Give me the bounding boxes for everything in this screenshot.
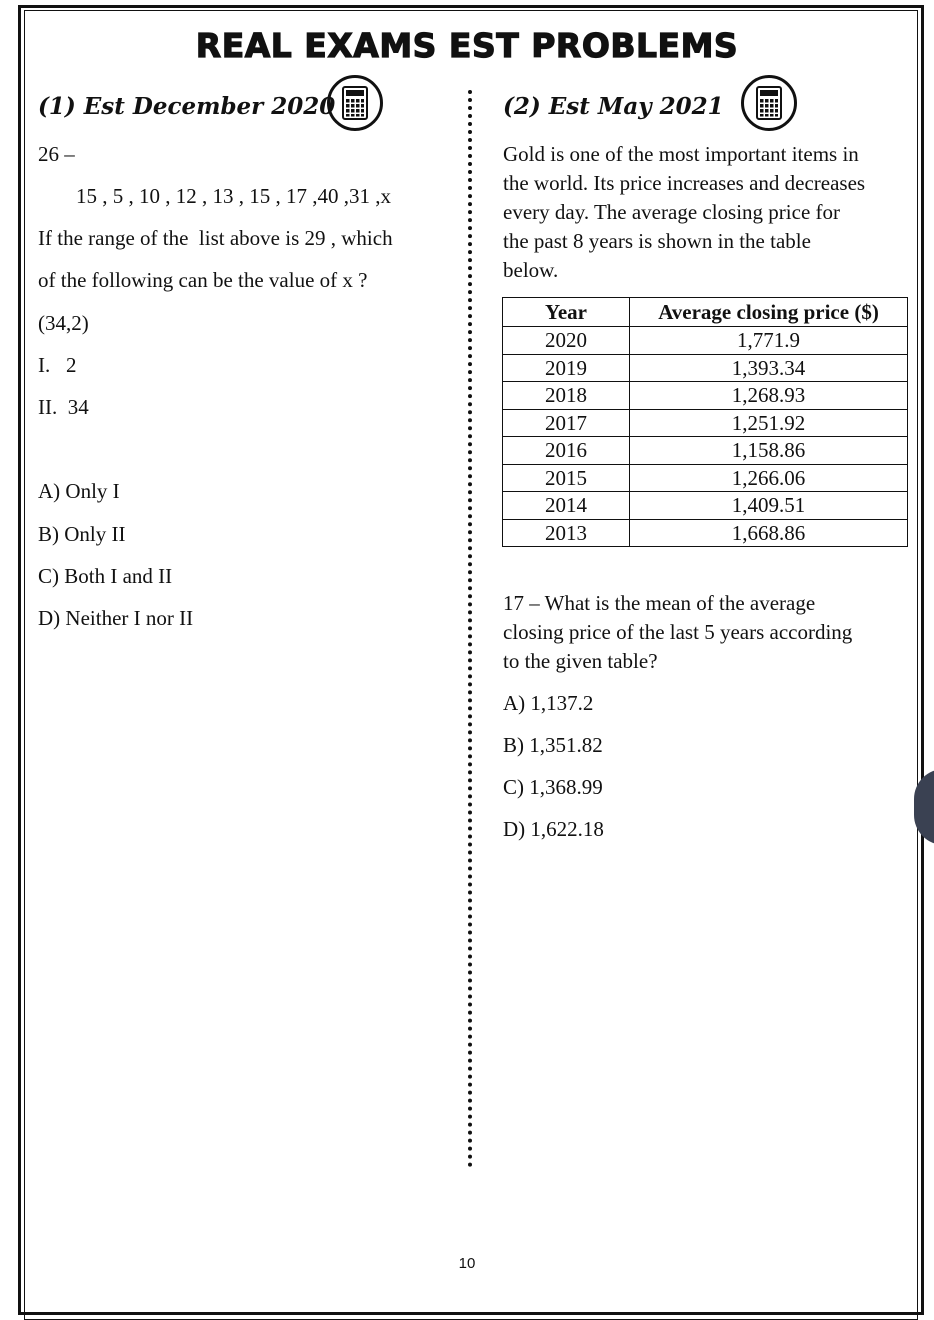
choice-c: C) Both I and II	[38, 564, 173, 588]
choice-a: A) Only I	[38, 479, 120, 503]
table-row	[503, 437, 908, 465]
table-cell: 2016	[503, 437, 630, 465]
question-line: to the given table?	[503, 649, 658, 673]
table-cell: 1,268.93	[630, 382, 908, 410]
question-line: 17 – What is the mean of the average	[503, 591, 816, 615]
column-divider	[468, 90, 472, 1168]
choice-c: C) 1,368.99	[503, 775, 603, 799]
table-row	[503, 464, 908, 492]
table-cell: 1,251.92	[630, 409, 908, 437]
gold-price-table	[502, 297, 908, 547]
table-row	[503, 327, 908, 355]
table-cell: 2019	[503, 354, 630, 382]
roman-item: II. 34	[38, 395, 89, 419]
page-number: 10	[458, 1255, 476, 1272]
answer-note: (34,2)	[38, 311, 89, 335]
table-cell: 1,409.51	[630, 492, 908, 520]
choice-b: B) Only II	[38, 522, 126, 546]
intro-line: every day. The average closing price for	[503, 200, 841, 224]
question-line: closing price of the last 5 years according	[503, 620, 853, 644]
table-cell: 1,771.9	[630, 327, 908, 355]
table-cell: 2014	[503, 492, 630, 520]
question-prompt-line: of the following can be the value of x ?	[38, 268, 368, 292]
table-cell: 1,668.86	[630, 519, 908, 547]
intro-line: Gold is one of the most important items in	[503, 142, 859, 166]
intro-line: the world. Its price increases and decreases	[503, 171, 866, 195]
table-row	[503, 519, 908, 547]
table-row	[503, 354, 908, 382]
table-header-year: Year	[503, 298, 630, 327]
intro-line: below.	[503, 258, 559, 282]
calculator-icon	[741, 75, 797, 131]
question-number: 26 –	[38, 142, 75, 166]
table-cell: 2015	[503, 464, 630, 492]
table-cell: 1,266.06	[630, 464, 908, 492]
table-row	[503, 409, 908, 437]
calculator-icon	[327, 75, 383, 131]
table-header-price: Average closing price ($)	[630, 298, 908, 327]
choice-d: D) 1,622.18	[503, 817, 604, 841]
table-cell: 2013	[503, 519, 630, 547]
table-row	[503, 382, 908, 410]
intro-line: the past 8 years is shown in the table	[503, 229, 811, 253]
choice-b: B) 1,351.82	[503, 733, 603, 757]
table-header-row	[503, 298, 908, 327]
roman-item: I. 2	[38, 353, 77, 377]
table-cell: 1,158.86	[630, 437, 908, 465]
table-cell: 2017	[503, 409, 630, 437]
right-section-heading: (2) Est May 2021	[503, 93, 724, 120]
table-cell: 2018	[503, 382, 630, 410]
question-prompt-line: If the range of the list above is 29 , which	[38, 226, 393, 250]
choice-a: A) 1,137.2	[503, 691, 594, 715]
table-cell: 2020	[503, 327, 630, 355]
choice-d: D) Neither I nor II	[38, 606, 194, 630]
page-title: REAL EXAMS EST PROBLEMS	[195, 26, 739, 65]
table-cell: 1,393.34	[630, 354, 908, 382]
number-list: 15 , 5 , 10 , 12 , 13 , 15 , 17 ,40 ,31 ,x	[76, 184, 391, 208]
left-section-heading: (1) Est December 2020	[38, 93, 336, 120]
table-row	[503, 492, 908, 520]
